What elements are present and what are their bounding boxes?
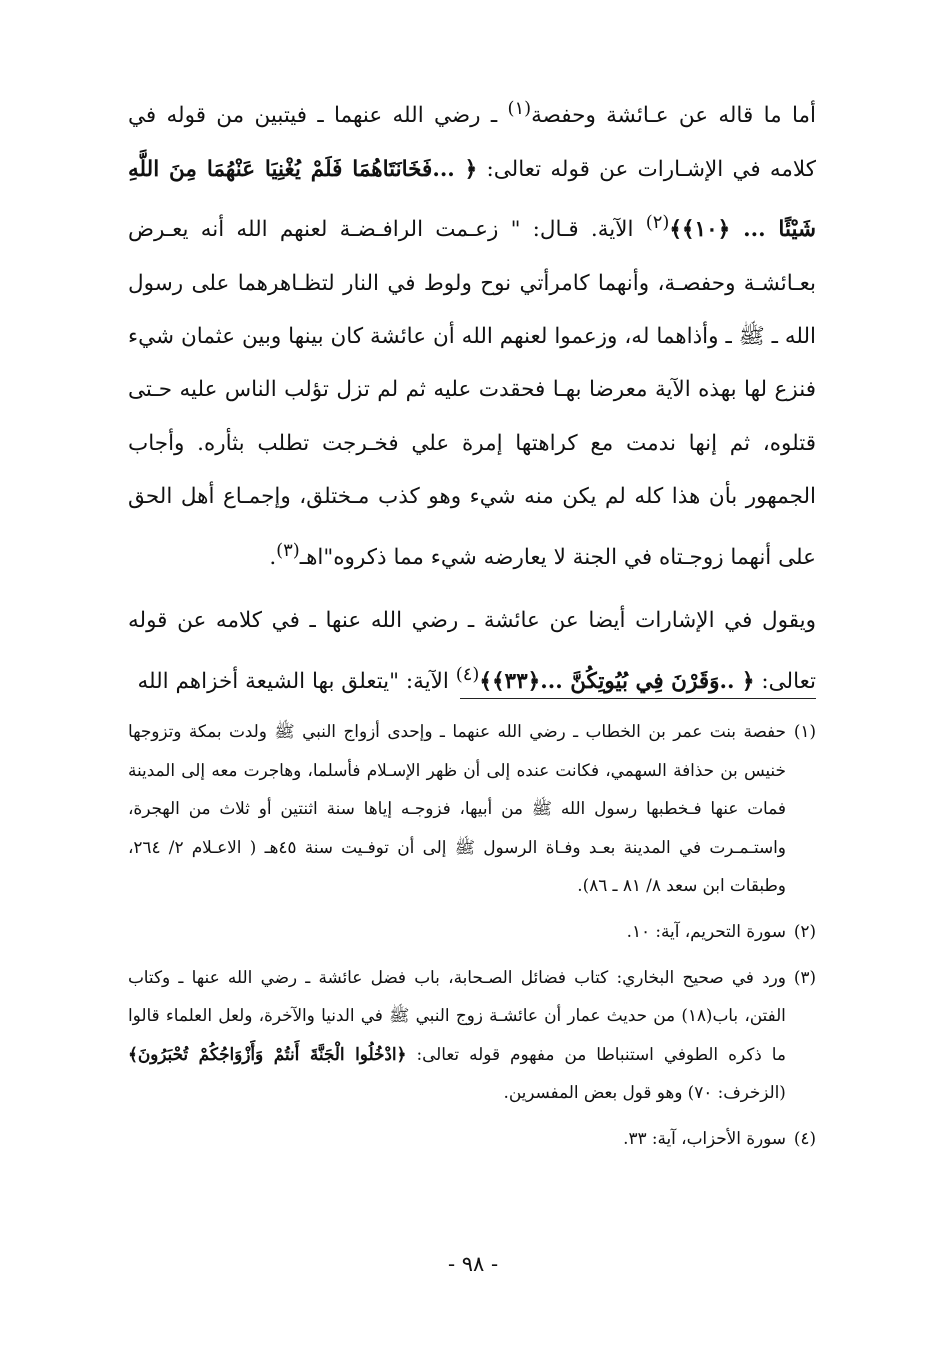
footnote-text — [128, 958, 786, 1112]
footnote-number: (٤) — [793, 1127, 816, 1148]
page-number: - ٩٨ - — [447, 1252, 499, 1276]
quran-verse: ﴿ ...فَخَانَتَاهُمَا فَلَمْ يُغْنِيَا عَنْهُمَا مِنَ اللَّهِ شَيْئًا ... ﴿١٠﴾﴾ — [128, 156, 816, 243]
footnote-number: (١) — [793, 721, 816, 741]
text-run: ـ رضي الله عنهما ـ فيتبين من قوله في كلامه في الإشـارات عن قوله تعالى: — [128, 103, 816, 182]
text-run: ورد في صحيح البخاري: كتاب فضائل الصـحابة، باب فضل عائشة ـ رضي الله عنها ـ وكتاب الفتن، باب(١٨) من حديث عمار أن عائشـة زوج النبي ﷺ في الدنيا والآخرة، ولعل العلماء قالوا ما ذكره الطوفي استنباطا من مفهوم قوله تعالى: — [128, 966, 786, 1064]
footnote-text: سورة الأحزاب، آية: ٣٣. — [623, 1127, 786, 1148]
footnote-number: (٢) — [793, 920, 816, 941]
quran-verse: ﴿ادْخُلُوا الْجَنَّةَ أَنتُمْ وَأَزْوَاجُكُمْ تُحْبَرُونَ﴾ — [128, 1043, 407, 1064]
text-run: الآية. قـال: " زعـمت الرافـضـة لعنهم الله أنه يعـرض بعـائشـة وحفصـة، وأنهما كامرأتي نوح ولوط في النار لتظـاهرهما على رسول الله ـ ﷺ ـ وأذاهما له، وزعموا لعنهم الله أن عائشة كان بينها وبين عثمان شيء فنزع لها بهذه الآية معرضا بهـا فحقدت عليه ثم لم تزل تؤلب الناس عليه حـتى قتلوه، ثم إنها ندمت مع كراهتها إمرة علي فخـرجت تطلب بثأره. وأجاب الجمهور بأن هذا كله لم يكن منه شيء وهو كذب مـختلق، وإجمـاع أهل الحق على أنهما زوجـتاه في الجنة لا يعارضه شيء مما ذكروه"اهـ — [128, 217, 816, 570]
footnote-ref-1: (١) — [507, 98, 532, 119]
footnote-2 — [128, 912, 816, 951]
footnote-ref-4: (٤) — [455, 663, 480, 685]
footnote-text: حفصة بنت عمر بن الخطاب ـ رضي الله عنهما ـ وإحدى أزواج النبي ﷺ ولدت بمكة وتزوجها خنيس بن حذافة السهمي، فكانت عنده إلى أن ظهر الإسـلام فأسلما، وهاجرت معه إلى المدينة فمات عنها فـخطبها رسول الله ﷺ من أبيها، فزوجـه إياها سنة اثنتين أو ثلاث من الهجرة، واستـمـرت في المدينة بعـد وفـاة الرسول ﷺ إلى أن توفـيت سنة ٤٥هـ ( الاعـلام ٢/ ٢٦٤، وطبقات ابن سعد ٨/ ٨١ ـ ٨٦). — [128, 721, 786, 896]
footnote-3 — [128, 958, 816, 1112]
footnote-text: سورة التحريم، آية: ١٠. — [626, 920, 786, 941]
paragraph-1 — [128, 82, 816, 584]
main-text — [128, 82, 816, 708]
text-run: (الزخرف: ٧٠) وهو قول بعض المفسرين. — [503, 1082, 786, 1103]
text-run: أما ما قاله عن عـائشة وحفصة — [531, 103, 816, 129]
quran-verse: ﴿ ..وَقَرْنَ فِي بُيُوتِكُنَّ ...﴿٣٣﴾﴾ — [479, 668, 755, 694]
footnote-ref-3: (٣) — [276, 539, 300, 561]
text-run: . — [269, 544, 277, 570]
text-run: ويقول في الإشارات أيضا عن عائشة ـ رضي الله عنها ـ في كلامه عن قوله تعالى: — [128, 608, 816, 694]
text-run: الآية: "يتعلق بها الشيعة أخزاهم الله — [137, 668, 456, 694]
footnote-number: (٣) — [793, 966, 816, 987]
footnote-separator — [460, 698, 816, 699]
footnote-1 — [128, 712, 816, 905]
footnote-4 — [128, 1119, 816, 1158]
footnote-ref-2: (٢) — [645, 211, 670, 233]
paragraph-2 — [128, 594, 816, 708]
footnotes — [128, 712, 816, 1158]
